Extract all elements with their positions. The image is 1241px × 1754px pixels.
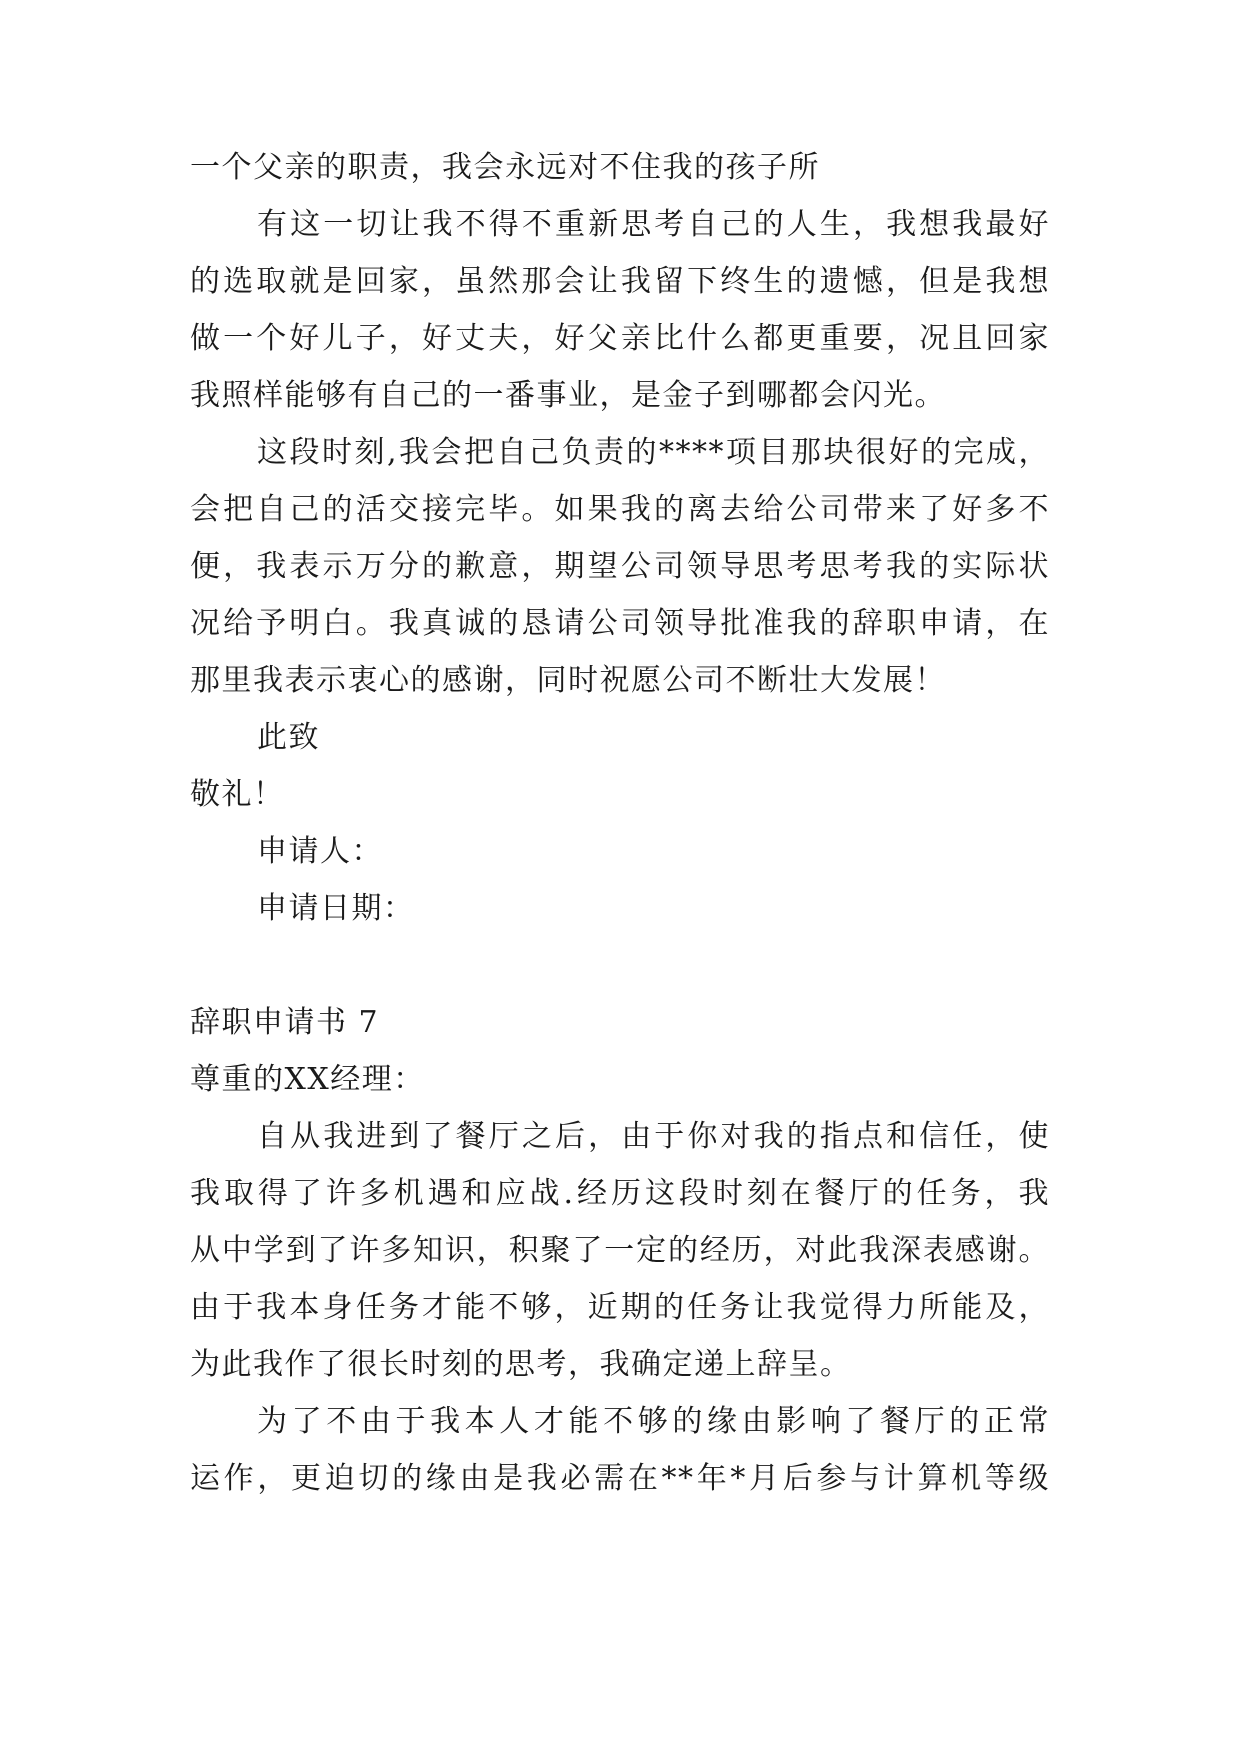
text-line: 便，我表示万分的歉意，期望公司领导思考思考我的实际状 xyxy=(190,549,1050,584)
text-line: 做一个好儿子，好丈夫，好父亲比什么都更重要，况且回家 xyxy=(190,321,1050,356)
text-line: 那里我表示衷心的感谢，同时祝愿公司不断壮大发展！ xyxy=(190,663,946,698)
text-line: 我照样能够有自己的一番事业，是金子到哪都会闪光。 xyxy=(190,378,946,413)
letter-greeting: 尊重的XX经理： xyxy=(190,1062,425,1097)
paragraph-first-line: 有这一切让我不得不重新思考自己的人生，我想我最好 xyxy=(257,207,1050,242)
text-line: 会把自己的活交接完毕。如果我的离去给公司带来了好多不 xyxy=(190,492,1050,527)
application-date-label: 申请日期： xyxy=(257,891,415,926)
text-line: 由于我本身任务才能不够，近期的任务让我觉得力所能及， xyxy=(190,1290,1050,1325)
text-line: 我取得了许多机遇和应战.经历这段时刻在餐厅的任务，我 xyxy=(190,1176,1050,1211)
paragraph-first-line: 这段时刻,我会把自己负责的****项目那块很好的完成， xyxy=(257,435,1050,470)
applicant-label: 申请人： xyxy=(257,834,383,869)
paragraph-first-line: 为了不由于我本人才能不够的缘由影响了餐厅的正常 xyxy=(257,1404,1050,1439)
paragraph-first-line: 自从我进到了餐厅之后，由于你对我的指点和信任，使 xyxy=(257,1119,1050,1154)
text-line: 为此我作了很长时刻的思考，我确定递上辞呈。 xyxy=(190,1347,852,1382)
text-line: 运作，更迫切的缘由是我必需在**年*月后参与计算机等级 xyxy=(190,1461,1050,1496)
text-line: 一个父亲的职责，我会永远对不住我的孩子所 xyxy=(190,150,820,185)
text-line: 的选取就是回家，虽然那会让我留下终生的遗憾，但是我想 xyxy=(190,264,1050,299)
section-title: 辞职申请书 7 xyxy=(190,1005,380,1040)
text-line: 况给予明白。我真诚的恳请公司领导批准我的辞职申请，在 xyxy=(190,606,1050,641)
text-line: 从中学到了许多知识，积聚了一定的经历，对此我深表感谢。 xyxy=(190,1233,1050,1268)
closing-salutation: 此致 xyxy=(257,720,320,755)
closing-regards: 敬礼！ xyxy=(190,777,285,812)
